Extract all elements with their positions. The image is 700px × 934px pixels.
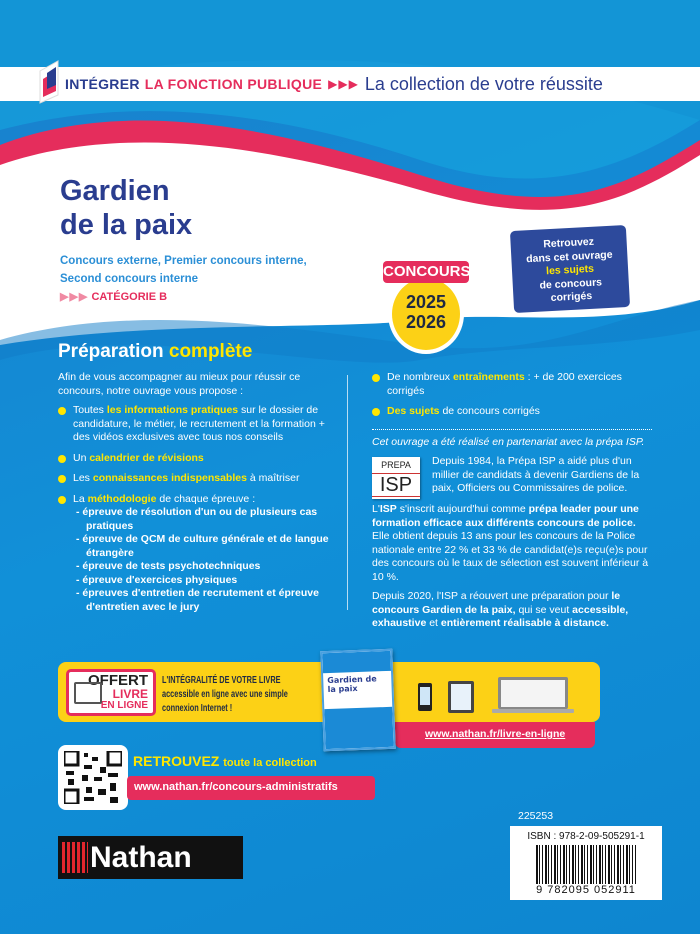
prep-word: Préparation xyxy=(58,341,164,362)
barcode-icon xyxy=(536,845,636,885)
title-line2: de la paix xyxy=(60,209,193,241)
offer-text: L'INTÉGRALITÉ DE VOTRE LIVRE accessible en ligne avec une simple connexion Internet ! xyxy=(162,674,288,714)
devices-illustration xyxy=(410,675,590,715)
year1: 2025 xyxy=(405,292,447,312)
callout-line: de concours xyxy=(539,275,603,292)
epreuve-item: - épreuves d'entretien de recrutement et épreuve d'entretien avec le jury xyxy=(76,587,319,613)
epreuve-item: - épreuve d'exercices physiques xyxy=(76,573,238,586)
subtitle xyxy=(60,252,307,288)
subtitle-line1: Concours externe, Premier concours interne, xyxy=(60,255,307,267)
book-thumbnail: Gardien de la paix xyxy=(320,649,395,751)
prep-highlight: complète xyxy=(168,341,253,362)
feature-bullet: Un calendrier de révisions xyxy=(58,452,343,466)
feature-bullet: La méthodologie de chaque épreuve : xyxy=(58,493,343,507)
epreuve-item: - épreuve de tests psychotechniques xyxy=(76,560,261,572)
collection-logo-icon xyxy=(38,59,60,105)
epreuve-item: - épreuve de résolution d'un ou de plusieurs cas pratiques xyxy=(76,506,318,532)
dotted-divider xyxy=(372,429,652,430)
isp-history: Depuis 1984, la Prépa ISP a aidé plus d'un millier de candidats à devenir Gardiens de la paix, Officiers ou Commissaires de police. xyxy=(432,455,640,494)
partner-note: Cet ouvrage a été réalisé en partenariat avec la prépa ISP. xyxy=(372,435,645,448)
category-label: CATÉGORIE B xyxy=(91,291,168,303)
arrows-icon: ▶▶▶ xyxy=(328,77,359,91)
feature-bullet: Des sujets de concours corrigés xyxy=(372,405,652,419)
nathan-n-icon xyxy=(62,842,88,873)
isp-leader-text: L'ISP s'inscrit aujourd'hui comme prépa leader pour une formation efficace aux différents concours de police. Elle obtient depuis 13 ans pour les concours de la Police nationale entre 22 % et 33 % de candidat(e)s reçu(e)s pour des concours où le taux de sélection est souvent inférieur à 10 %. xyxy=(372,503,649,583)
concours-badge: CONCOURS xyxy=(383,261,469,283)
isp-2020-text: Depuis 2020, l'ISP a réouvert une préparation pour le concours Gardien de la paix, qui se veut accessible, exhaustive et entièrement réalisable à distance. xyxy=(372,590,629,629)
nathan-logo: Nathan xyxy=(58,836,243,879)
subjects-callout xyxy=(510,225,630,313)
livre-en-ligne-link[interactable]: www.nathan.fr/livre-en-ligne xyxy=(395,722,595,748)
collection-header xyxy=(0,67,700,101)
subtitle-line2: Second concours interne xyxy=(60,273,199,285)
feature-bullet: Les connaissances indispensables à maîtriser xyxy=(58,472,343,486)
isbn-barcode xyxy=(510,826,662,900)
feature-bullet: De nombreux entraînements : + de 200 exercices corrigés xyxy=(372,371,652,398)
product-code: 225253 xyxy=(518,810,554,822)
tagline: La collection de votre réussite xyxy=(364,73,603,94)
offert-label: OFFERT xyxy=(88,672,148,689)
callout-line: Retrouvez xyxy=(542,235,595,251)
year2: 2026 xyxy=(405,312,447,332)
en-ligne-label: EN LIGNE xyxy=(100,700,148,711)
book-title xyxy=(60,174,192,242)
title-line1: Gardien xyxy=(60,175,170,207)
right-column xyxy=(372,371,652,637)
brand-integrer: INTÉGRER xyxy=(65,76,140,92)
concours-administratifs-link[interactable]: www.nathan.fr/concours-administratifs xyxy=(127,776,375,800)
intro-text: Afin de vous accompagner au mieux pour réussir ce concours, notre ouvrage vous propose : xyxy=(58,371,301,397)
offert-badge xyxy=(66,669,156,716)
left-column xyxy=(58,371,343,614)
qr-code-icon xyxy=(64,751,122,804)
epreuves-list xyxy=(58,506,343,614)
epreuve-item: - épreuve de QCM de culture générale et de langue étrangère xyxy=(76,533,329,559)
collection-heading: RETROUVEZ toute la collection xyxy=(133,753,317,769)
livre-label: LIVRE xyxy=(112,687,148,701)
callout-highlight: les sujets xyxy=(545,262,595,278)
callout-line: dans cet ouvrage xyxy=(525,248,613,265)
category xyxy=(60,290,167,303)
brand-fonction-publique: LA FONCTION PUBLIQUE xyxy=(144,76,323,92)
preparation-heading xyxy=(58,341,252,363)
isbn-label: ISBN : 978-2-09-505291-1 xyxy=(527,831,645,842)
barcode-digits: 9 782095 052911 xyxy=(536,884,636,896)
callout-line: corrigés xyxy=(550,289,593,305)
devices-icon xyxy=(74,682,102,704)
column-divider xyxy=(347,375,348,610)
arrows-icon: ▶▶▶ xyxy=(60,291,89,303)
feature-bullet: Toutes les informations pratiques sur le dossier de candidature, le métier, le recrutement et la formation + des vidéos exclusives avec tous nos conseils xyxy=(58,404,343,445)
prepa-isp-logo: PREPA ISP xyxy=(372,457,420,499)
qr-code[interactable] xyxy=(58,745,128,810)
year-badge xyxy=(388,274,464,354)
